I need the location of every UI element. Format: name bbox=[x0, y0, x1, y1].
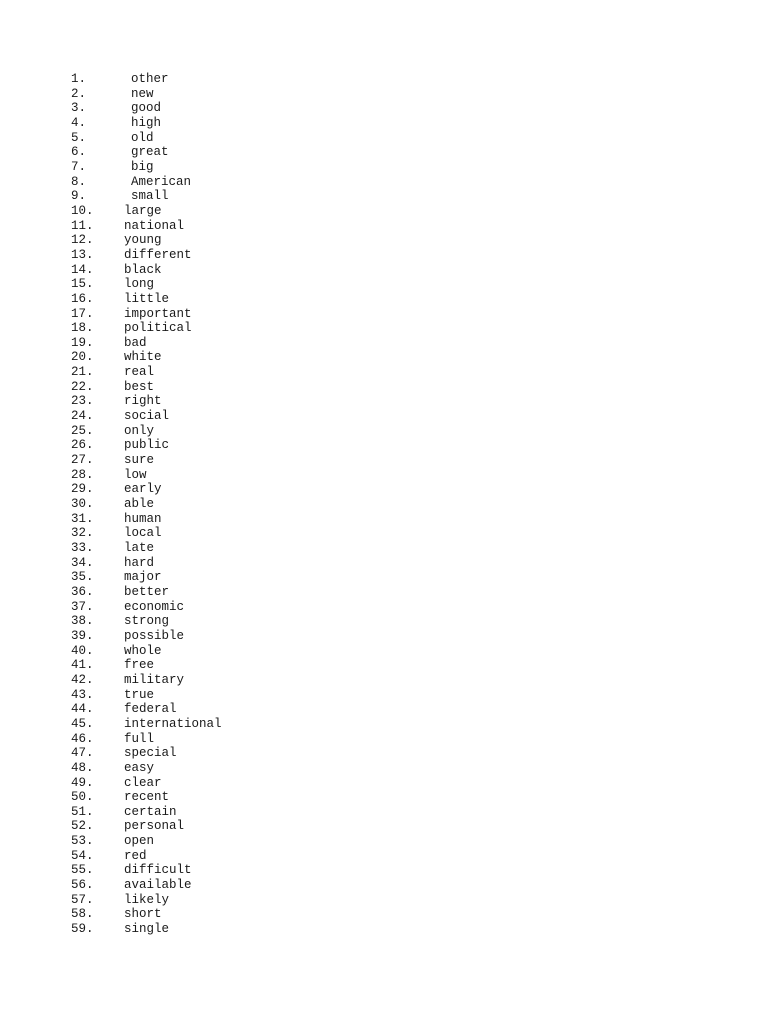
item-word: important bbox=[124, 306, 192, 321]
item-number: 34. bbox=[71, 555, 94, 570]
list-item bbox=[71, 497, 222, 512]
item-number: 46. bbox=[71, 731, 94, 746]
item-number: 24. bbox=[71, 409, 94, 424]
item-word: single bbox=[124, 922, 170, 937]
item-number: 52. bbox=[71, 819, 94, 834]
item-number: 30. bbox=[71, 497, 94, 512]
item-number: 33. bbox=[71, 541, 94, 555]
list-item bbox=[71, 248, 222, 263]
item-word: easy bbox=[124, 760, 155, 775]
list-item bbox=[71, 292, 222, 307]
list-item bbox=[71, 834, 222, 849]
list-item bbox=[71, 907, 222, 922]
list-item bbox=[71, 570, 222, 585]
item-word: personal bbox=[124, 819, 185, 834]
item-word: public bbox=[124, 438, 170, 453]
item-word: economic bbox=[124, 599, 185, 614]
list-item bbox=[71, 219, 222, 234]
item-word: clear bbox=[124, 775, 162, 790]
list-item bbox=[71, 189, 222, 204]
list-item bbox=[71, 556, 222, 571]
item-number: 20. bbox=[71, 350, 94, 365]
item-word: military bbox=[124, 672, 185, 687]
item-number: 28. bbox=[71, 467, 94, 482]
item-word: major bbox=[124, 570, 162, 585]
list-item bbox=[71, 732, 222, 747]
item-word: black bbox=[124, 262, 162, 277]
item-word: good bbox=[131, 101, 162, 116]
item-word: small bbox=[131, 189, 169, 204]
item-word: free bbox=[124, 658, 155, 673]
list-item bbox=[71, 878, 222, 893]
item-word: American bbox=[131, 174, 192, 189]
list-item bbox=[71, 145, 222, 160]
list-item bbox=[71, 277, 222, 292]
list-item bbox=[71, 600, 222, 615]
item-number: 18. bbox=[71, 321, 94, 336]
item-word: available bbox=[124, 878, 192, 893]
item-word: open bbox=[124, 834, 155, 849]
item-number: 45. bbox=[71, 716, 94, 731]
item-word: sure bbox=[124, 453, 155, 468]
item-number: 48. bbox=[71, 760, 94, 775]
list-item bbox=[71, 746, 222, 761]
list-item bbox=[71, 263, 222, 278]
item-word: low bbox=[124, 467, 147, 482]
item-word: local bbox=[124, 526, 162, 541]
item-word: early bbox=[124, 482, 162, 497]
list-item bbox=[71, 585, 222, 600]
item-number: 14. bbox=[71, 262, 94, 277]
item-word: hard bbox=[124, 555, 155, 570]
list-item bbox=[71, 761, 222, 776]
list-item bbox=[71, 160, 222, 175]
item-number: 49. bbox=[71, 775, 94, 790]
item-number: 39. bbox=[71, 628, 94, 643]
item-number: 12. bbox=[71, 233, 94, 248]
list-item bbox=[71, 116, 222, 131]
item-word: late bbox=[124, 541, 155, 555]
list-item bbox=[71, 644, 222, 659]
list-item bbox=[71, 394, 222, 409]
list-item bbox=[71, 438, 222, 453]
item-word: other bbox=[131, 72, 169, 86]
item-number: 2. bbox=[71, 86, 87, 101]
item-word: large bbox=[124, 203, 162, 218]
item-number: 21. bbox=[71, 365, 94, 380]
item-number: 19. bbox=[71, 335, 94, 350]
item-word: federal bbox=[124, 702, 177, 717]
item-word: international bbox=[124, 716, 222, 731]
list-item bbox=[71, 790, 222, 805]
item-number: 26. bbox=[71, 438, 94, 453]
item-number: 53. bbox=[71, 834, 94, 849]
item-number: 8. bbox=[71, 174, 87, 189]
item-number: 23. bbox=[71, 394, 94, 409]
item-word: special bbox=[124, 746, 177, 761]
list-item bbox=[71, 614, 222, 629]
list-item bbox=[71, 453, 222, 468]
item-word: social bbox=[124, 409, 170, 424]
list-item bbox=[71, 629, 222, 644]
item-number: 36. bbox=[71, 584, 94, 599]
list-item bbox=[71, 409, 222, 424]
list-item bbox=[71, 526, 222, 541]
list-item bbox=[71, 717, 222, 732]
item-number: 13. bbox=[71, 247, 94, 262]
list-item bbox=[71, 849, 222, 864]
item-word: little bbox=[124, 291, 170, 306]
item-word: national bbox=[124, 218, 185, 233]
item-number: 59. bbox=[71, 922, 94, 937]
list-item bbox=[71, 673, 222, 688]
numbered-word-list bbox=[71, 72, 222, 937]
item-word: true bbox=[124, 687, 155, 702]
item-number: 32. bbox=[71, 526, 94, 541]
item-number: 27. bbox=[71, 453, 94, 468]
item-number: 51. bbox=[71, 804, 94, 819]
item-number: 15. bbox=[71, 277, 94, 292]
item-word: better bbox=[124, 584, 170, 599]
list-item bbox=[71, 336, 222, 351]
item-word: long bbox=[124, 277, 155, 292]
list-item bbox=[71, 688, 222, 703]
item-number: 54. bbox=[71, 848, 94, 863]
list-item bbox=[71, 482, 222, 497]
item-number: 47. bbox=[71, 746, 94, 761]
item-number: 50. bbox=[71, 790, 94, 805]
item-word: only bbox=[124, 423, 155, 438]
list-item bbox=[71, 204, 222, 219]
list-item bbox=[71, 233, 222, 248]
item-number: 16. bbox=[71, 291, 94, 306]
item-number: 7. bbox=[71, 159, 87, 174]
item-word: full bbox=[124, 731, 155, 746]
list-item bbox=[71, 776, 222, 791]
item-number: 55. bbox=[71, 863, 94, 878]
list-item bbox=[71, 424, 222, 439]
item-word: different bbox=[124, 247, 192, 262]
list-item bbox=[71, 702, 222, 717]
item-number: 29. bbox=[71, 482, 94, 497]
list-item bbox=[71, 819, 222, 834]
item-word: young bbox=[124, 233, 162, 248]
list-item bbox=[71, 101, 222, 116]
list-item bbox=[71, 307, 222, 322]
item-number: 17. bbox=[71, 306, 94, 321]
item-number: 37. bbox=[71, 599, 94, 614]
item-number: 44. bbox=[71, 702, 94, 717]
item-word: political bbox=[124, 321, 192, 336]
list-item bbox=[71, 175, 222, 190]
item-word: big bbox=[131, 159, 154, 174]
list-item bbox=[71, 380, 222, 395]
item-number: 35. bbox=[71, 570, 94, 585]
list-item bbox=[71, 350, 222, 365]
item-number: 43. bbox=[71, 687, 94, 702]
item-number: 41. bbox=[71, 658, 94, 673]
item-word: best bbox=[124, 379, 155, 394]
list-item bbox=[71, 131, 222, 146]
item-number: 31. bbox=[71, 511, 94, 526]
item-number: 10. bbox=[71, 203, 94, 218]
item-word: whole bbox=[124, 643, 162, 658]
list-item bbox=[71, 805, 222, 820]
item-word: likely bbox=[124, 892, 170, 907]
item-word: high bbox=[131, 115, 162, 130]
item-word: great bbox=[131, 145, 169, 160]
item-number: 6. bbox=[71, 145, 87, 160]
item-number: 57. bbox=[71, 892, 94, 907]
list-item bbox=[71, 468, 222, 483]
list-item bbox=[71, 512, 222, 527]
item-number: 9. bbox=[71, 189, 87, 204]
item-word: red bbox=[124, 848, 147, 863]
list-item bbox=[71, 893, 222, 908]
list-item bbox=[71, 321, 222, 336]
item-word: difficult bbox=[124, 863, 192, 878]
item-word: short bbox=[124, 907, 162, 922]
item-number: 4. bbox=[71, 115, 87, 130]
item-word: human bbox=[124, 511, 162, 526]
item-number: 42. bbox=[71, 672, 94, 687]
item-number: 22. bbox=[71, 379, 94, 394]
item-number: 11. bbox=[71, 218, 94, 233]
item-number: 40. bbox=[71, 643, 94, 658]
list-item bbox=[71, 658, 222, 673]
item-word: bad bbox=[124, 335, 147, 350]
item-word: strong bbox=[124, 614, 170, 629]
item-number: 1. bbox=[71, 72, 87, 86]
item-word: possible bbox=[124, 628, 185, 643]
item-word: recent bbox=[124, 790, 170, 805]
item-word: right bbox=[124, 394, 162, 409]
list-item bbox=[71, 365, 222, 380]
item-number: 25. bbox=[71, 423, 94, 438]
item-number: 3. bbox=[71, 101, 87, 116]
item-word: new bbox=[131, 86, 154, 101]
item-number: 58. bbox=[71, 907, 94, 922]
list-item bbox=[71, 87, 222, 102]
item-number: 38. bbox=[71, 614, 94, 629]
list-item bbox=[71, 72, 222, 87]
item-word: old bbox=[131, 130, 154, 145]
item-word: certain bbox=[124, 804, 177, 819]
item-number: 56. bbox=[71, 878, 94, 893]
item-word: white bbox=[124, 350, 162, 365]
item-word: able bbox=[124, 497, 155, 512]
list-item bbox=[71, 541, 222, 556]
list-item bbox=[71, 922, 222, 937]
list-item bbox=[71, 863, 222, 878]
item-word: real bbox=[124, 365, 155, 380]
item-number: 5. bbox=[71, 130, 87, 145]
